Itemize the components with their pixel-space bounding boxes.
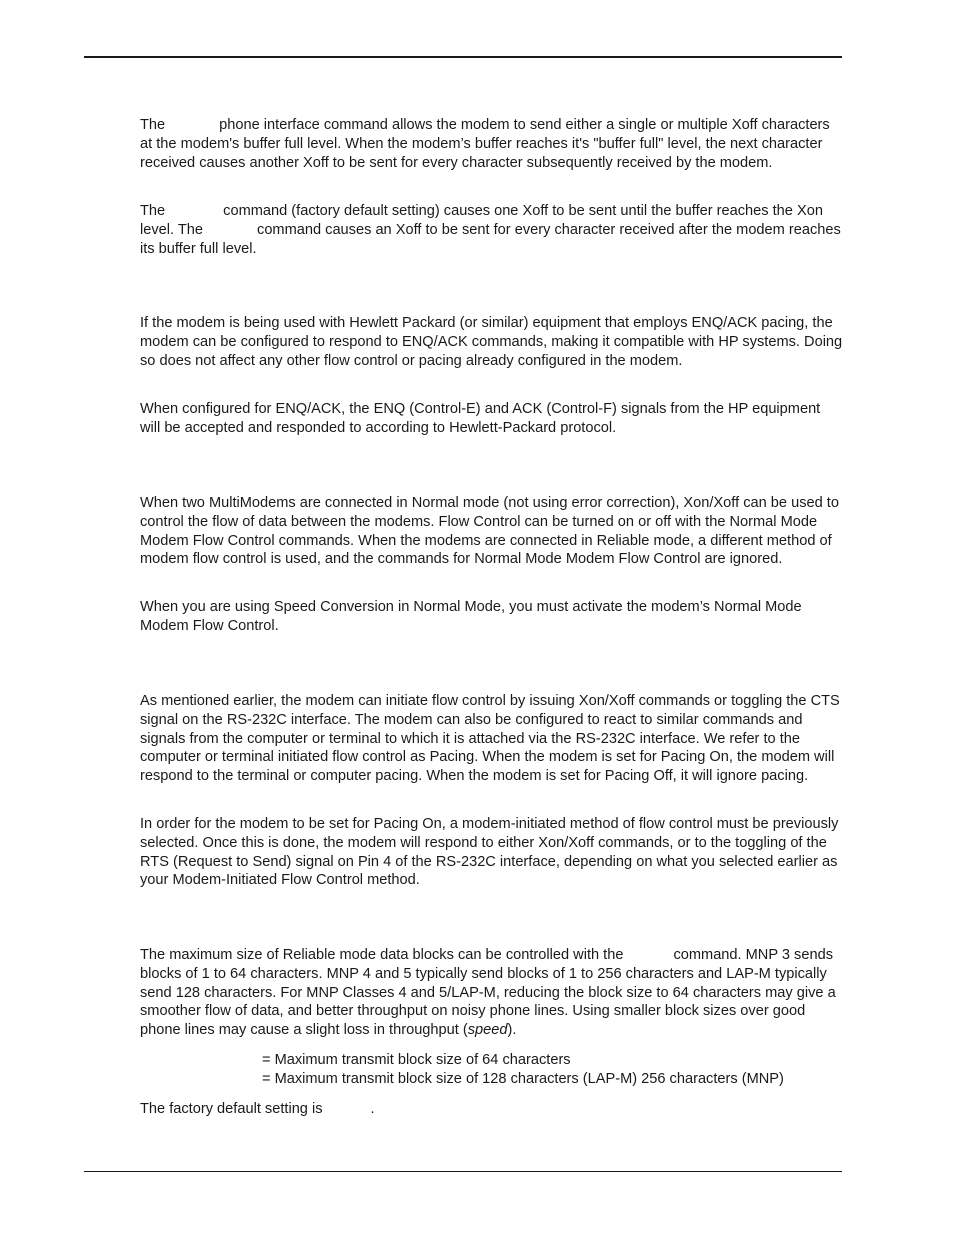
text-run: The maximum size of Reliable mode data blocks can be controlled with the — [140, 947, 624, 963]
text-run: command. MNP 3 sends blocks of 1 to 64 characters. MNP 4 and 5 typically send blocks of 1 to 256 characters and LAP-M typically send 128 characters. For MNP Classes 4 and 5/LAP-M, reducing the block size to 64 characters may give a smoother flow of data, and better throughput on noisy phone lines. Using smaller block sizes over good phone lines may cause a slight loss in throughput ( — [140, 947, 836, 1039]
normal-mode-paragraph-1: When two MultiModems are connected in Normal mode (not using error correction), Xon/Xoff can be used to control the flow of data between the modems. Flow Control can be turned on or off with the Normal Mode Modem Flow Control commands. When the modems are connected in Reliable mode, a different method of modem flow control is used, and the commands for Normal Mode Modem Flow Control are ignored. — [140, 495, 839, 568]
block-size-option-1: = Maximum transmit block size of 64 characters — [262, 1052, 571, 1068]
text-run: command causes an Xoff to be sent for every character received after the modem reaches its buffer full level. — [140, 221, 841, 257]
text-run: The factory default setting is — [140, 1101, 323, 1117]
pacing-paragraph-2: In order for the modem to be set for Pacing On, a modem-initiated method of flow control must be previously selected. Once this is done, the modem will respond to either Xon/Xoff commands, or to the toggling of the RTS (Request to Send) signal on Pin 4 of the RS-232C interface, depending on what you selected earlier as your Modem-Initiated Flow Control method. — [140, 816, 839, 889]
xoff-paragraph-1 — [140, 116, 844, 172]
text-run: . — [370, 1101, 375, 1117]
header-rule — [84, 56, 842, 58]
block-size-paragraph — [140, 946, 844, 1040]
pacing-paragraph-1: As mentioned earlier, the modem can initiate flow control by issuing Xon/Xoff commands or toggling the CTS signal on the RS-232C interface. The modem can also be configured to react to similar commands and signals from the computer or terminal to which it is attached via the RS-232C interface. We refer to the computer or terminal initiated flow control as Pacing. When the modem is set for Pacing On, the modem will respond to the terminal or computer pacing. When the modem is set for Pacing Off, it will ignore pacing. — [140, 693, 840, 785]
italic-term: speed — [467, 1022, 508, 1039]
text-run: command (factory default setting) causes one Xoff to be sent until the buffer reaches the Xon level. The — [140, 203, 823, 238]
text-run: The — [140, 203, 166, 219]
normal-mode-paragraph-2: When you are using Speed Conversion in Normal Mode, you must activate the modem’s Normal Mode Modem Flow Control. — [140, 599, 802, 634]
text-run: The — [140, 117, 166, 133]
enq-paragraph-1: If the modem is being used with Hewlett Packard (or similar) equipment that employs ENQ/ACK pacing, the modem can be configured to respond to ENQ/ACK commands, making it compatible with HP systems. Doing so does not affect any other flow control or pacing already configured in the modem. — [140, 315, 843, 369]
default-setting-line — [140, 1100, 844, 1119]
footer-rule — [84, 1171, 842, 1172]
block-size-option-2: = Maximum transmit block size of 128 characters (LAP-M) 256 characters (MNP) — [262, 1071, 784, 1087]
text-run: ). — [507, 1022, 517, 1039]
text-run: phone interface command allows the modem to send either a single or multiple Xoff characters at the modem's buffer full level. When the modem’s buffer reaches it's "buffer full" level, the next character received causes another Xoff to be sent for every character subsequently received by the modem. — [140, 117, 830, 171]
enq-paragraph-2: When configured for ENQ/ACK, the ENQ (Control-E) and ACK (Control-F) signals from the HP equipment will be accepted and responded to according to Hewlett-Packard protocol. — [140, 401, 821, 436]
xoff-paragraph-2 — [140, 202, 844, 258]
